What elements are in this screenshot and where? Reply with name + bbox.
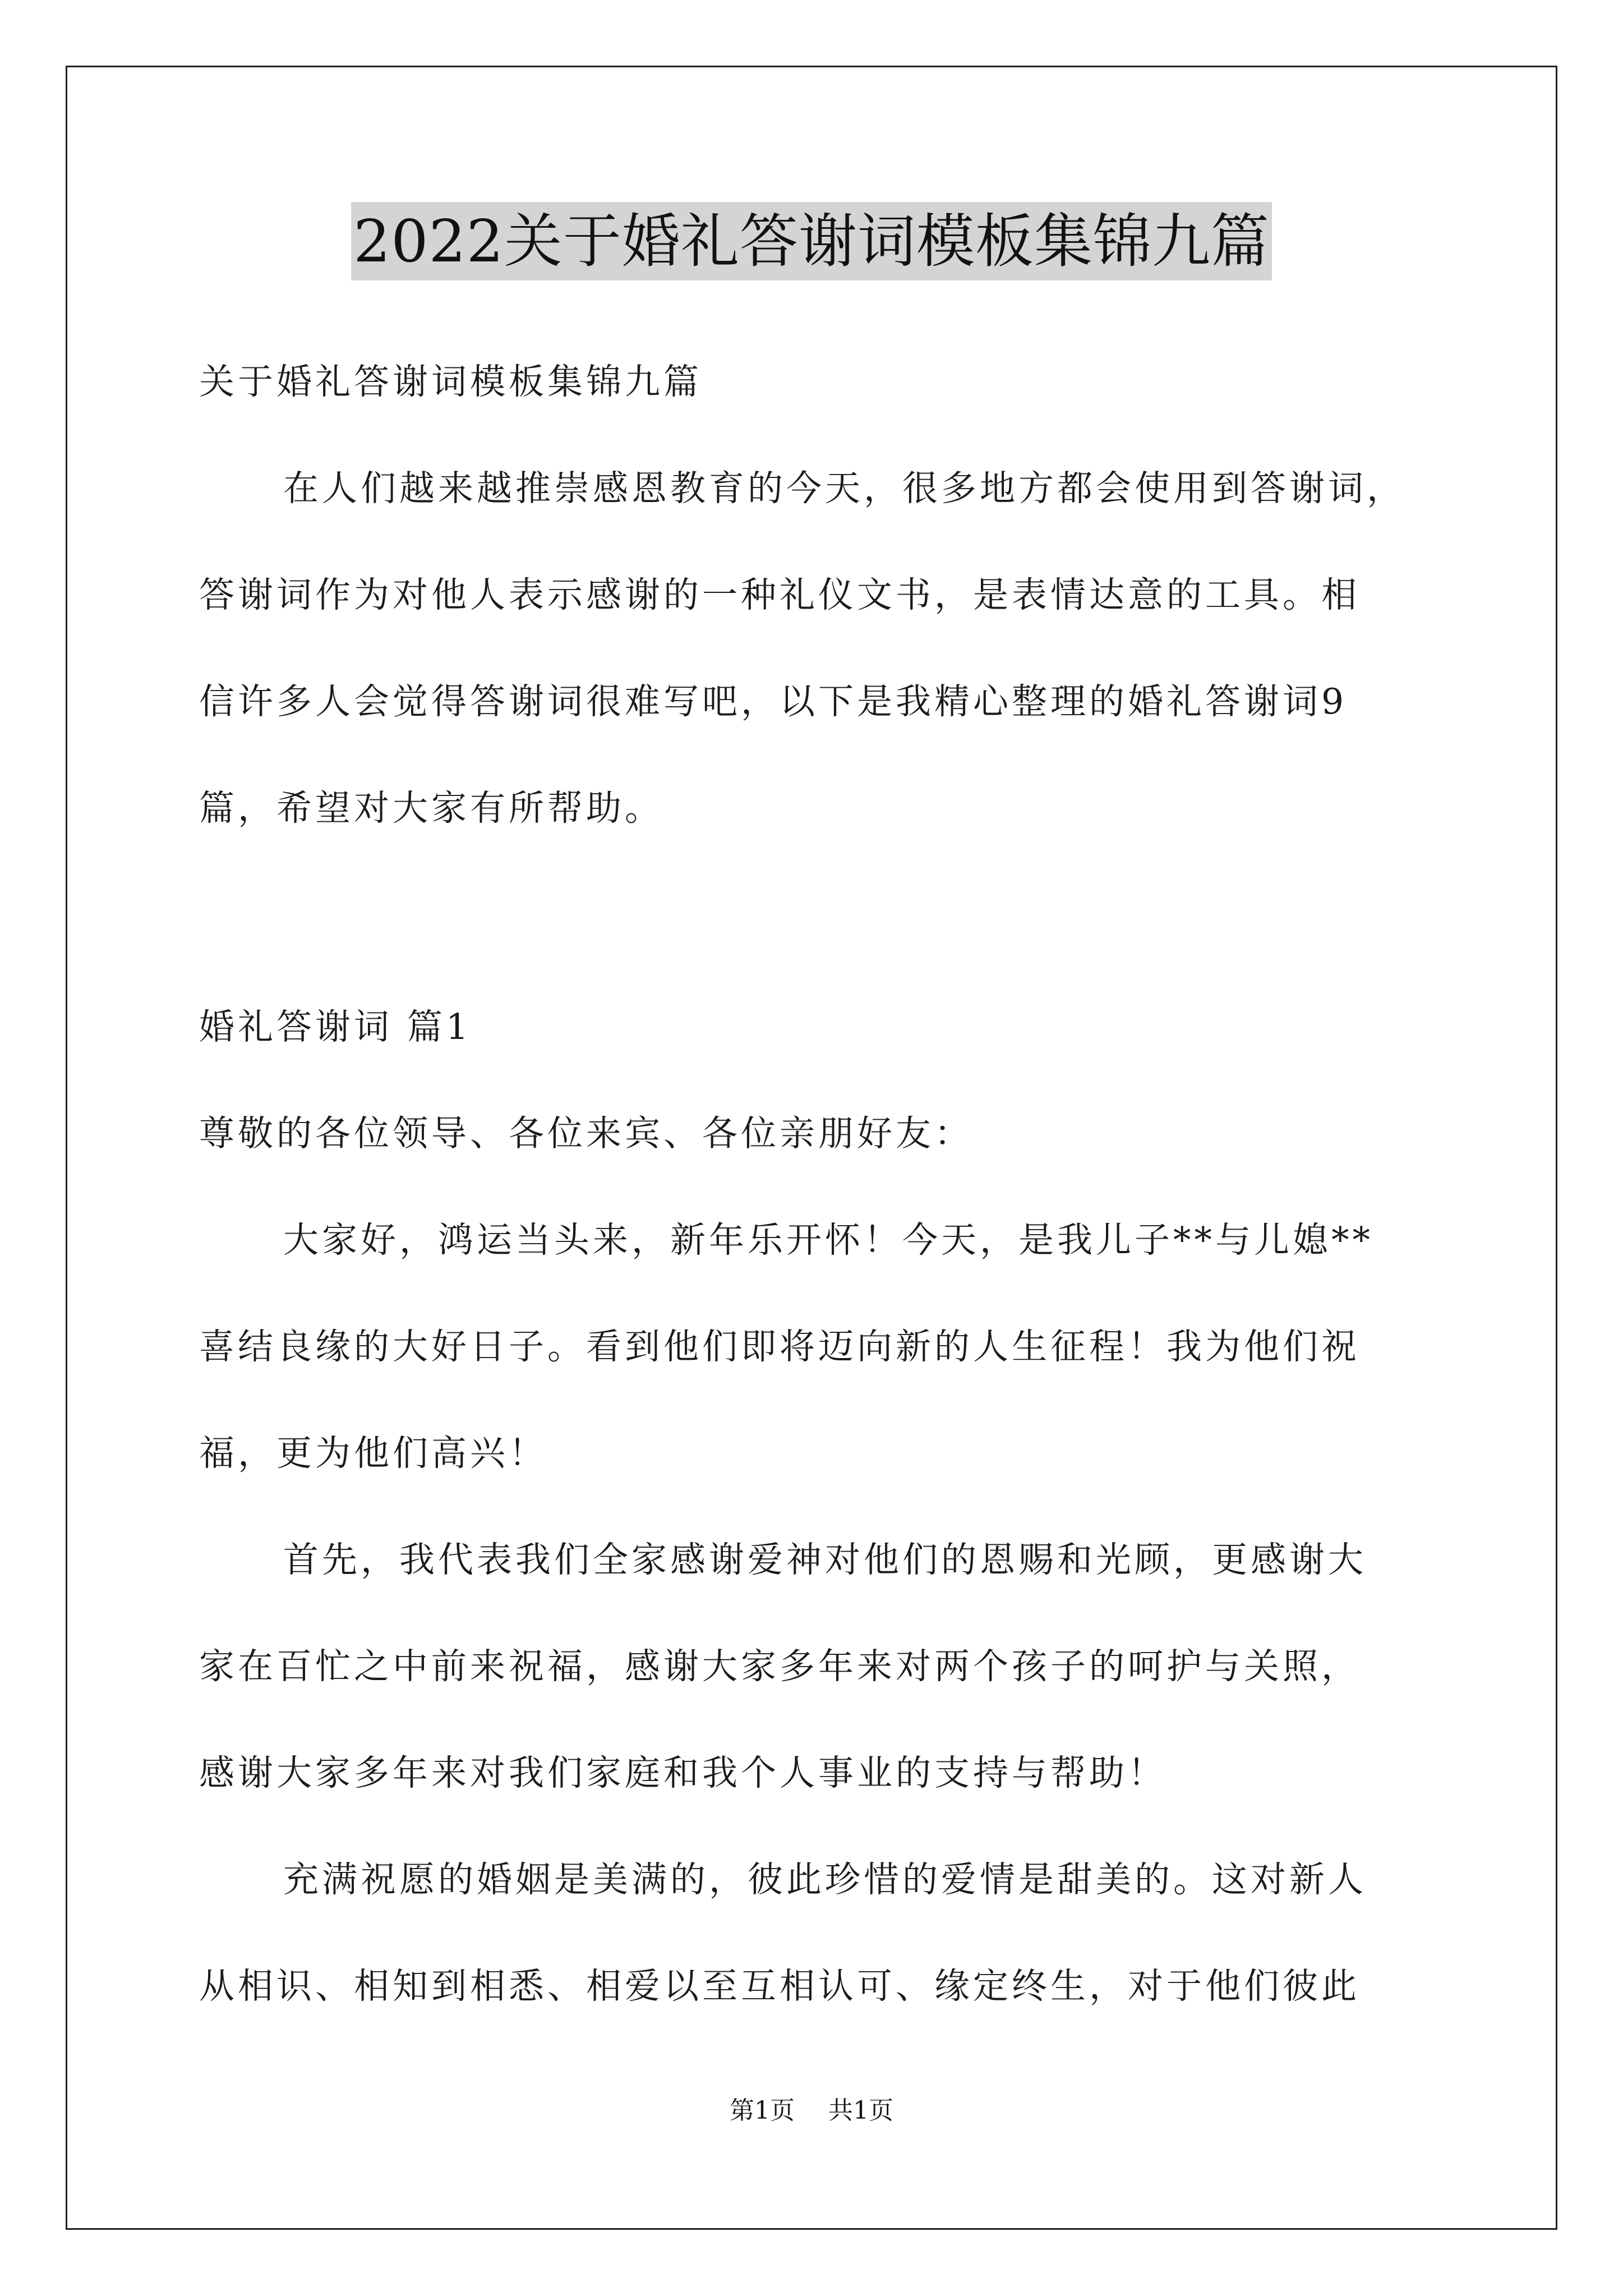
title-container	[0, 202, 1623, 280]
paragraph-line: 首先，我代表我们全家感谢爱神对他们的恩赐和光顾，更感谢大	[283, 1539, 1367, 1580]
intro-line: 答谢词作为对他人表示感谢的一种礼仪文书，是表情达意的工具。相	[199, 574, 1360, 615]
paragraph-line: 大家好，鸿运当头来，新年乐开怀！今天，是我儿子**与儿媳**	[283, 1220, 1373, 1260]
paragraph-line: 家在百忙之中前来祝福，感谢大家多年来对两个孩子的呵护与关照，	[199, 1646, 1360, 1687]
paragraph-line: 感谢大家多年来对我们家庭和我个人事业的支持与帮助！	[199, 1752, 1166, 1793]
document-title: 2022关于婚礼答谢词模板集锦九篇	[351, 202, 1272, 280]
page-footer	[0, 2090, 1623, 2126]
intro-line: 在人们越来越推崇感恩教育的今天，很多地方都会使用到答谢词，	[283, 468, 1405, 509]
paragraph-line: 喜结良缘的大好日子。看到他们即将迈向新的人生征程！我为他们祝	[199, 1326, 1360, 1367]
section-heading: 婚礼答谢词 篇1	[199, 1006, 472, 1047]
intro-line: 信许多人会觉得答谢词很难写吧，以下是我精心整理的婚礼答谢词9	[199, 681, 1348, 722]
salutation: 尊敬的各位领导、各位来宾、各位亲朋好友：	[199, 1113, 973, 1154]
document-subtitle: 关于婚礼答谢词模板集锦九篇	[199, 361, 702, 402]
paragraph-line: 从相识、相知到相悉、相爱以至互相认可、缘定终生，对于他们彼此	[199, 1966, 1360, 2007]
page-number: 第1页	[730, 2096, 795, 2125]
paragraph-line: 福，更为他们高兴！	[199, 1433, 547, 1474]
paragraph-line: 充满祝愿的婚姻是美满的，彼此珍惜的爱情是甜美的。这对新人	[283, 1859, 1367, 1900]
intro-line: 篇，希望对大家有所帮助。	[199, 788, 663, 829]
page-total: 共1页	[828, 2096, 893, 2125]
